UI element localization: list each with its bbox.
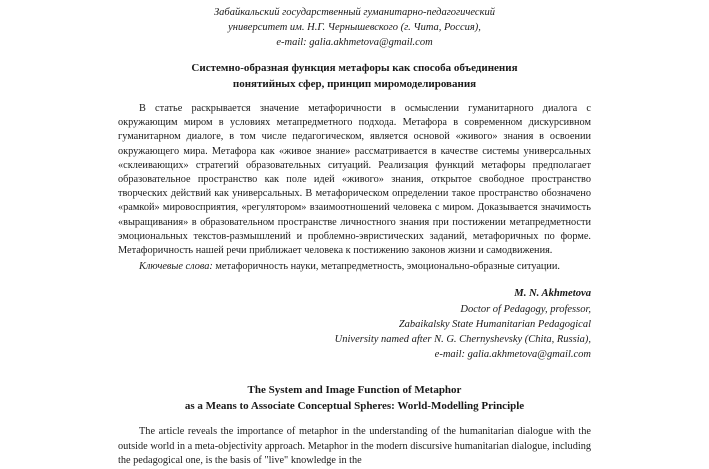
affiliation-english-line-3: University named after N. G. Chernyshevsky (Chita, Russia), <box>334 334 591 346</box>
affiliation-russian-line-2: университет им. Н.Г. Чернышевского (г. Чита, Россия), <box>228 22 481 33</box>
abstract-english-text: The article reveals the importance of metaphor in the understanding of the humanitarian dialogue with the outside world in a meta-objectivity approach. Metaphor in the modern discursive humanitarian dialogue, including the pedagogical one, is the basis of "live" knowledge in the <box>118 426 591 467</box>
article-title-russian <box>118 61 591 92</box>
affiliation-russian-email: e-mail: galia.akhmetova@gmail.com <box>276 37 433 48</box>
affiliation-english-email: e-mail: galia.akhmetova@gmail.com <box>434 349 591 361</box>
affiliation-english <box>118 302 591 362</box>
affiliation-russian-line-1: Забайкальский государственный гуманитарно-педагогический <box>213 7 495 18</box>
keywords-russian-text: метафоричность науки, метапредметность, эмоционально-образные ситуации. <box>212 261 561 273</box>
abstract-english <box>118 425 591 468</box>
abstract-russian <box>118 102 591 258</box>
abstract-russian-text: В статье раскрывается значение метафоричности в осмыслении гуманитарного диалога с окружающим миром в условиях метапредметного подхода. Метафора в современном дискурсивном гуманитарном диалоге, в том числе педагогическом, является основой «живого» знания в освоении окружающего мира. Метафора как «живое знание» рассматривается в качестве системы универсальных «склеивающих» стратегий образовательных ситуаций. Реализация функций метафоры предполагает образовательное пространство как поле идей «живого» знания, открытое свободное пространство творческих действий как универсальных. В метафорическом определении такое пространство обозначено «рамкой» мировосприятия, «регулятором» взаимоотношений человека с миром. Доказывается значимость «выращивания» в образовательном пространстве личностного знания при постижении метапредметности эмоциональных текстов-размышлений и проблемно-эвристических заданий, метафоричных по форме. Метафоричность нашей речи приближает человека к постижению законов жизни и самодвижения. <box>118 103 591 257</box>
author-name-english: M. N. Akhmetova <box>514 288 591 300</box>
article-title-english-line-2: as a Means to Associate Conceptual Spheres: World-Modelling Principle <box>184 400 525 413</box>
article-title-russian-line-1: Системно-образная функция метафоры как способа объединения <box>191 62 518 74</box>
keywords-russian-label: Ключевые слова: <box>139 261 213 273</box>
keywords-russian <box>118 260 591 274</box>
affiliation-english-line-2: Zabaikalsky State Humanitarian Pedagogical <box>398 319 591 331</box>
affiliation-russian <box>118 0 591 50</box>
article-title-english <box>118 382 591 414</box>
article-title-russian-line-2: понятийных сфер, принцип миромоделирования <box>232 77 477 90</box>
article-title-english-line-1: The System and Image Function of Metaphor <box>247 384 462 397</box>
affiliation-english-line-1: Doctor of Pedagogy, professor, <box>460 304 591 316</box>
